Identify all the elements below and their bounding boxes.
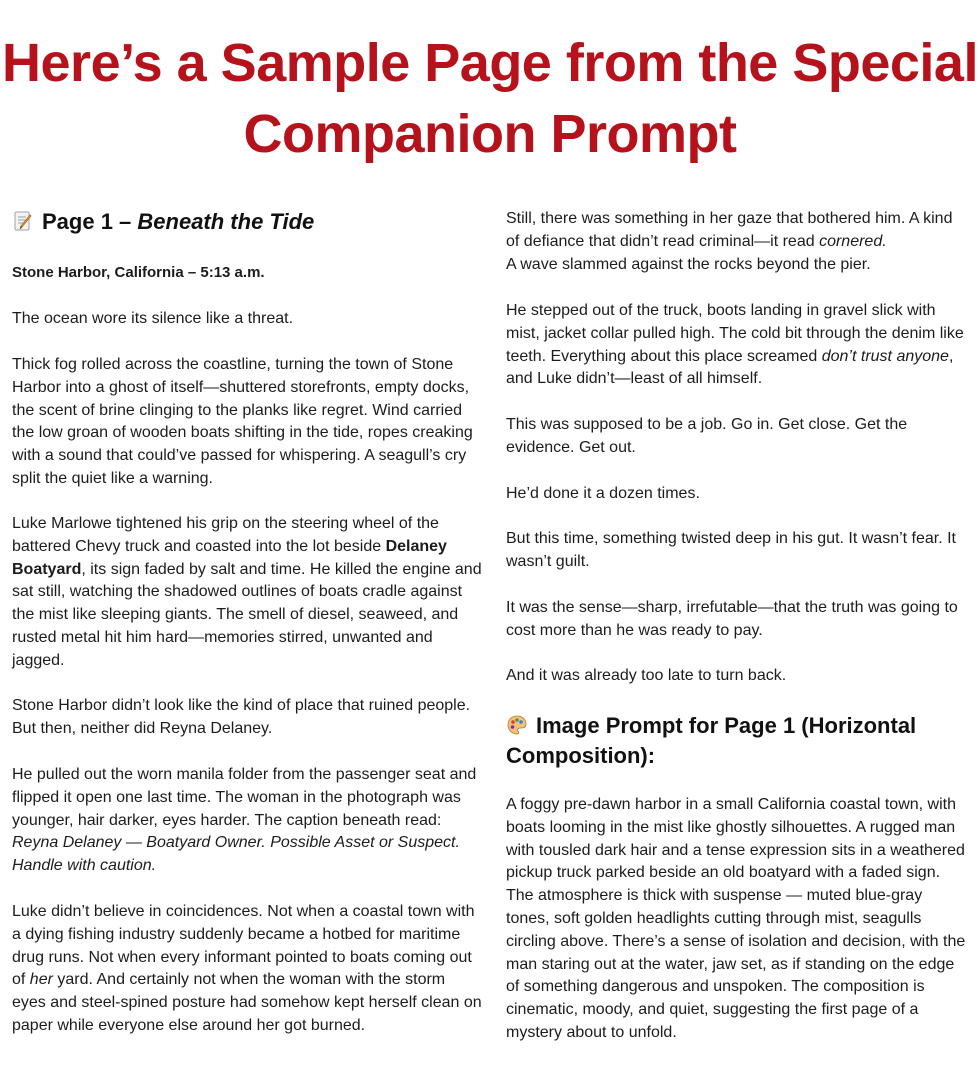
paragraph-6-text-b: yard. And certainly not when the woman with the storm eyes and steel-spined posture had somehow kept herself clean on paper while everyone else around her got burned.: [12, 971, 482, 1034]
paragraph-2: Thick fog rolled across the coastline, turning the town of Stone Harbor into a ghost of itself—shuttered storefronts, empty docks, the scent of brine clinging to the planks like regret. Wind carried the low groan of wooden boats shifting in the tide, ropes creaking with a sound that could’ve passed for whispering. A seagull’s cry split the quiet like a warning.: [12, 356, 473, 487]
right-paragraph-7: And it was already too late to turn back.: [506, 667, 787, 684]
boatyard-name: Delaney Boatyard: [12, 537, 447, 578]
memo-icon: [12, 210, 34, 232]
right-paragraph-6: It was the sense—sharp, irrefutable—that the truth was going to cost more than he was ready to pay.: [506, 599, 958, 639]
photo-caption: Reyna Delaney — Boatyard Owner. Possible Asset or Suspect. Handle with caution.: [12, 834, 460, 875]
paragraph-6: [12, 901, 482, 1038]
paragraph-5-text: He pulled out the worn manila folder from the passenger seat and flipped it open one last time. The woman in the photograph was younger, hair darker, eyes harder. The caption beneath read:: [12, 766, 477, 829]
right-paragraph-2: [506, 300, 968, 391]
right-paragraph-5: But this time, something twisted deep in his gut. It wasn’t fear. It wasn’t guilt.: [506, 530, 956, 570]
page-title: [0, 28, 980, 170]
page-title-line-1: Here’s a Sample Page from the Special: [2, 33, 978, 93]
image-prompt-heading-text: Image Prompt for Page 1 (Horizontal Composition):: [506, 713, 917, 768]
page-heading: [12, 207, 482, 237]
paragraph-6-text-a: Luke didn’t believe in coincidences. Not when a coastal town with a dying fishing industry suddenly became a hotbed for maritime drug runs. Not when every informant pointed to boats coming out of: [12, 903, 475, 989]
right-paragraph-4: He’d done it a dozen times.: [506, 485, 700, 502]
right-paragraph-2-text-a: He stepped out of the truck, boots landing in gravel slick with mist, jacket collar pulled high. The cold bit through the denim like teeth. Everything about this place screamed: [506, 302, 964, 365]
paragraph-1: The ocean wore its silence like a threat.: [12, 310, 294, 327]
page-heading-prefix: Page 1 –: [42, 209, 138, 234]
right-paragraph-1-text-a: Still, there was something in her gaze that bothered him. A kind of defiance that didn’t read criminal—it read: [506, 210, 953, 250]
paragraph-5: [12, 764, 482, 878]
paragraph-3-text-b: , its sign faded by salt and time. He killed the engine and sat still, watching the shadowed outlines of boats cradle against the mist like sleeping giants. The smell of diesel, seaweed, and rusted metal hit him hard—memories stirred, unwanted and jagged.: [12, 560, 482, 669]
palette-icon: [506, 714, 528, 736]
image-prompt-text: A foggy pre-dawn harbor in a small California coastal town, with boats looming in the mist like ghostly silhouettes. A rugged man with tousled dark hair and a tense expression sits in a weathered pickup truck parked beside an old boatyard with a faded sign. The atmosphere is thick with suspense — muted blue-gray tones, soft golden headlights cutting through mist, seagulls circling above. There’s a sense of isolation and decision, with the man staring out at the water, jaw set, as if standing on the edge of something dangerous and unspoken. The composition is cinematic, moody, and quiet, suggesting the first page of a mystery about to unfold.: [506, 796, 966, 1041]
paragraph-3-text-a: Luke Marlowe tightened his grip on the steering wheel of the battered Chevy truck and coasted into the lot beside: [12, 515, 439, 555]
right-paragraph-3: This was supposed to be a job. Go in. Get close. Get the evidence. Get out.: [506, 416, 908, 456]
paragraph-4: Stone Harbor didn’t look like the kind of place that ruined people. But then, neither did Reyna Delaney.: [12, 697, 471, 737]
right-paragraph-1-emphasis: cornered.: [819, 232, 887, 250]
right-paragraph-1: [506, 208, 968, 276]
page-heading-title: Beneath the Tide: [137, 209, 315, 234]
page-title-line-2: Companion Prompt: [243, 104, 737, 164]
paragraph-6-emphasis: her: [29, 971, 53, 989]
dateline: Stone Harbor, California – 5:13 a.m.: [12, 264, 265, 281]
right-paragraph-2-text-b: , and Luke didn’t—least of all himself.: [506, 347, 954, 388]
paragraph-3: [12, 513, 482, 673]
image-prompt-heading: [506, 711, 968, 771]
right-paragraph-2-emphasis: don’t trust anyone: [821, 347, 949, 365]
right-paragraph-1-text-b: A wave slammed against the rocks beyond the pier.: [506, 255, 871, 273]
